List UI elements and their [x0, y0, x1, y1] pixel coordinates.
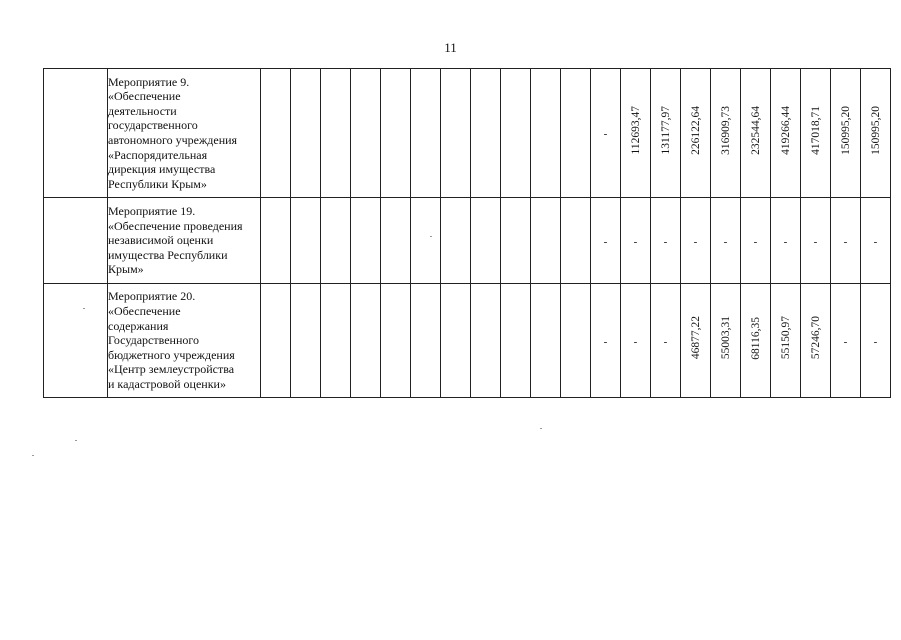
scan-speck: [75, 440, 77, 441]
value-cell: -: [741, 198, 771, 284]
empty-cell: [381, 69, 411, 198]
value-cell: 55003,31: [711, 284, 741, 398]
empty-cell: [381, 284, 411, 398]
value-cell: 316909,73: [711, 69, 741, 198]
empty-cell: [261, 198, 291, 284]
empty-cell: [441, 284, 471, 398]
empty-cell: [531, 284, 561, 398]
value-cell: -: [651, 198, 681, 284]
value-cell: 55150,97: [771, 284, 801, 398]
empty-cell: [321, 284, 351, 398]
value-cell: 46877,22: [681, 284, 711, 398]
value-cell: -: [861, 284, 891, 398]
empty-cell: [381, 198, 411, 284]
empty-cell: [291, 69, 321, 198]
empty-cell: [471, 198, 501, 284]
empty-cell: [261, 284, 291, 398]
value-cell: 131177,97: [651, 69, 681, 198]
empty-cell: [351, 284, 381, 398]
value-cell: -: [801, 198, 831, 284]
scan-speck: [32, 455, 34, 456]
empty-cell: [561, 198, 591, 284]
empty-cell: [291, 198, 321, 284]
value-cell: -: [591, 284, 621, 398]
value-cell: -: [591, 198, 621, 284]
value-cell: 150995,20: [861, 69, 891, 198]
empty-cell: [291, 284, 321, 398]
value-cell: -: [861, 198, 891, 284]
value-cell: 419266,44: [771, 69, 801, 198]
measure-label: Мероприятие 19. «Обеспечение проведения независимой оценки имущества Республики Крым»: [108, 198, 261, 284]
scan-speck: [83, 308, 85, 309]
empty-cell: [441, 69, 471, 198]
empty-cell: [471, 69, 501, 198]
value-cell: -: [831, 284, 861, 398]
value-cell: -: [681, 198, 711, 284]
empty-cell: [44, 284, 108, 398]
empty-cell: [531, 198, 561, 284]
value-cell: -: [621, 198, 651, 284]
empty-cell: [411, 284, 441, 398]
empty-cell: [441, 198, 471, 284]
empty-cell: [321, 198, 351, 284]
empty-cell: [351, 69, 381, 198]
empty-cell: [261, 69, 291, 198]
value-cell: -: [651, 284, 681, 398]
empty-cell: [561, 69, 591, 198]
empty-cell: [321, 69, 351, 198]
empty-cell: [531, 69, 561, 198]
page-number: 11: [444, 40, 457, 55]
empty-cell: [411, 69, 441, 198]
value-cell: -: [711, 198, 741, 284]
empty-cell: [411, 198, 441, 284]
empty-cell: [501, 284, 531, 398]
table-row: [44, 69, 891, 198]
empty-cell: [44, 69, 108, 198]
empty-cell: [471, 284, 501, 398]
table-row: [44, 198, 891, 284]
value-cell: 226122,64: [681, 69, 711, 198]
scan-speck: [540, 428, 542, 429]
value-cell: 68116,35: [741, 284, 771, 398]
budget-table: [43, 68, 891, 398]
empty-cell: [44, 198, 108, 284]
value-cell: 150995,20: [831, 69, 861, 198]
value-cell: 417018,71: [801, 69, 831, 198]
value-cell: 112693,47: [621, 69, 651, 198]
measure-label: Мероприятие 9. «Обеспечение деятельности государственного автономного учреждения «Распорядительная дирекция имущества Республики Крым»: [108, 69, 261, 198]
empty-cell: [501, 69, 531, 198]
value-cell: -: [831, 198, 861, 284]
measure-label: Мероприятие 20. «Обеспечение содержания Государственного бюджетного учреждения «Центр землеустройства и кадастровой оценки»: [108, 284, 261, 398]
scan-speck: [430, 236, 432, 237]
empty-cell: [561, 284, 591, 398]
value-cell: 57246,70: [801, 284, 831, 398]
value-cell: -: [591, 69, 621, 198]
value-cell: 232544,64: [741, 69, 771, 198]
empty-cell: [501, 198, 531, 284]
value-cell: -: [771, 198, 801, 284]
empty-cell: [351, 198, 381, 284]
value-cell: -: [621, 284, 651, 398]
table-row: [44, 284, 891, 398]
